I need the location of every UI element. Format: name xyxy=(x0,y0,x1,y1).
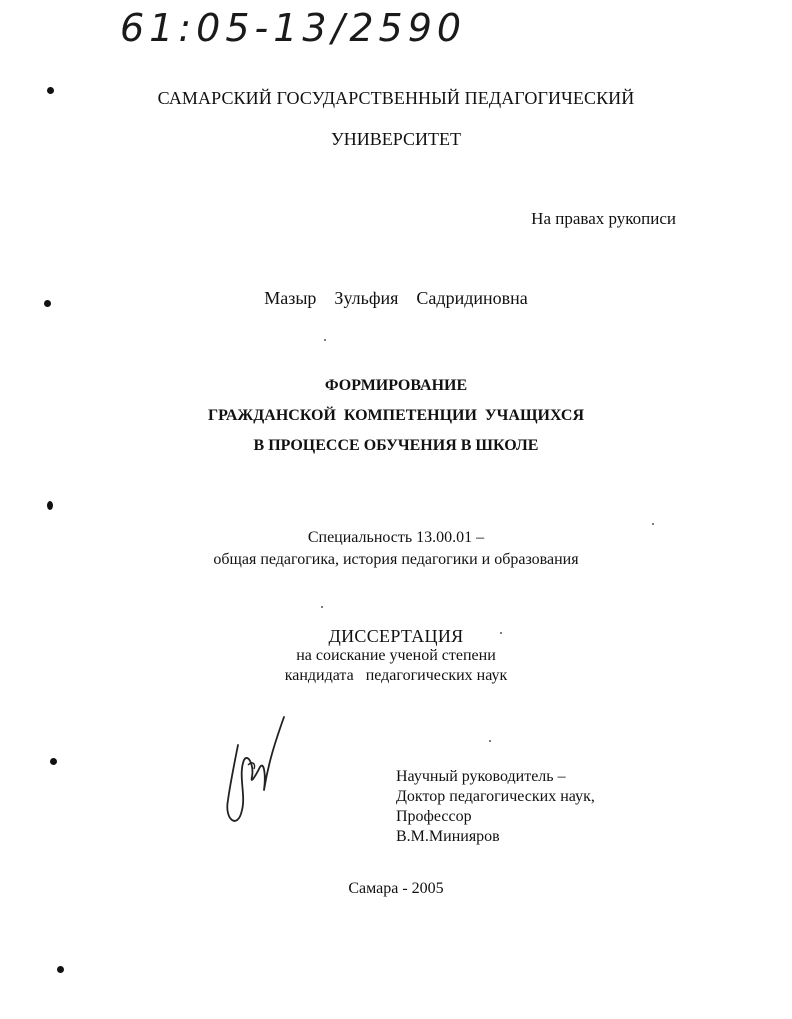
specialty-line1: Специальность 13.00.01 – xyxy=(307,529,485,546)
degree-statement xyxy=(0,626,792,686)
margin-dot xyxy=(57,966,64,973)
margin-dot xyxy=(47,501,53,510)
scan-speck xyxy=(324,339,326,341)
supervisor-block xyxy=(396,767,595,847)
scan-speck xyxy=(489,740,491,742)
rights-note: На правах рукописи xyxy=(531,209,676,228)
supervisor-title: Профессор xyxy=(396,808,472,825)
supervisor-degree: Доктор педагогических наук, xyxy=(396,788,595,805)
degree-line1: на соискание ученой степени xyxy=(296,647,496,664)
archive-number: 61:05-13/2590 xyxy=(120,6,467,50)
supervisor-name: В.М.Минияров xyxy=(396,828,500,845)
title-line2: ГРАЖДАНСКОЙ КОМПЕТЕНЦИИ УЧАЩИХСЯ xyxy=(207,407,585,424)
degree-line2: кандидата педагогических наук xyxy=(284,667,508,684)
title-line1: ФОРМИРОВАНИЕ xyxy=(324,377,468,394)
signature-icon xyxy=(208,705,298,835)
scan-speck xyxy=(321,606,323,608)
city-year: Самара - 2005 xyxy=(348,880,444,897)
university-name-line1: САМАРСКИЙ ГОСУДАРСТВЕННЫЙ ПЕДАГОГИЧЕСКИЙ xyxy=(157,88,635,108)
scan-speck xyxy=(652,523,654,525)
dissertation-heading: ДИССЕРТАЦИЯ xyxy=(328,626,464,646)
author-name: Мазыр Зульфия Садридиновна xyxy=(264,288,528,308)
supervisor-label: Научный руководитель – xyxy=(396,768,566,785)
title-line3: В ПРОЦЕССЕ ОБУЧЕНИЯ В ШКОЛЕ xyxy=(253,437,539,454)
specialty-line2: общая педагогика, история педагогики и образования xyxy=(213,551,579,568)
specialty xyxy=(0,527,792,571)
dissertation-title xyxy=(0,371,792,461)
margin-dot xyxy=(50,758,57,765)
university-name-line2: УНИВЕРСИТЕТ xyxy=(331,129,461,149)
